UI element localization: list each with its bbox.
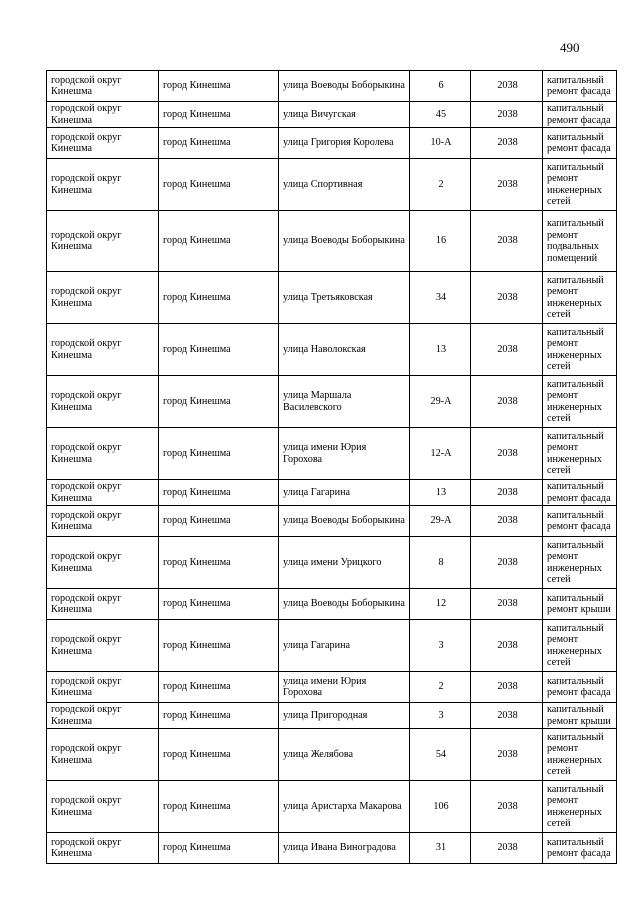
- cell-district: городской округ Кинешма: [47, 128, 159, 159]
- cell-street: улица Гагарина: [279, 480, 410, 506]
- cell-city: город Кинешма: [159, 781, 279, 833]
- cell-year: 2038: [471, 159, 543, 211]
- table-row: [47, 506, 617, 537]
- cell-street: улица Наволокская: [279, 324, 410, 376]
- cell-street: улица имени Урицкого: [279, 537, 410, 589]
- cell-year: 2038: [471, 480, 543, 506]
- cell-district: городской округ Кинешма: [47, 589, 159, 620]
- cell-street: улица Воеводы Боборыкина: [279, 71, 410, 102]
- cell-street: улица Гагарина: [279, 620, 410, 672]
- cell-district: городской округ Кинешма: [47, 211, 159, 272]
- cell-house-number: 45: [410, 102, 471, 128]
- cell-city: город Кинешма: [159, 159, 279, 211]
- cell-district: городской округ Кинешма: [47, 71, 159, 102]
- cell-year: 2038: [471, 729, 543, 781]
- cell-city: город Кинешма: [159, 211, 279, 272]
- cell-work-type: капитальный ремонт инженерных сетей: [543, 781, 617, 833]
- table-row: [47, 729, 617, 781]
- table-row: [47, 480, 617, 506]
- cell-district: городской округ Кинешма: [47, 833, 159, 864]
- cell-year: 2038: [471, 672, 543, 703]
- cell-work-type: капитальный ремонт фасада: [543, 506, 617, 537]
- cell-house-number: 6: [410, 71, 471, 102]
- registry-table-container: [46, 70, 616, 864]
- cell-house-number: 2: [410, 672, 471, 703]
- cell-year: 2038: [471, 703, 543, 729]
- cell-house-number: 13: [410, 480, 471, 506]
- cell-year: 2038: [471, 324, 543, 376]
- cell-house-number: 31: [410, 833, 471, 864]
- cell-district: городской округ Кинешма: [47, 781, 159, 833]
- cell-year: 2038: [471, 128, 543, 159]
- cell-district: городской округ Кинешма: [47, 729, 159, 781]
- cell-district: городской округ Кинешма: [47, 159, 159, 211]
- cell-house-number: 54: [410, 729, 471, 781]
- cell-work-type: капитальный ремонт фасада: [543, 71, 617, 102]
- table-row: [47, 272, 617, 324]
- table-row: [47, 376, 617, 428]
- cell-house-number: 29-А: [410, 376, 471, 428]
- cell-district: городской округ Кинешма: [47, 102, 159, 128]
- cell-work-type: капитальный ремонт инженерных сетей: [543, 428, 617, 480]
- cell-city: город Кинешма: [159, 672, 279, 703]
- cell-district: городской округ Кинешма: [47, 376, 159, 428]
- cell-street: улица Вичугская: [279, 102, 410, 128]
- cell-work-type: капитальный ремонт инженерных сетей: [543, 324, 617, 376]
- cell-street: улица Воеводы Боборыкина: [279, 506, 410, 537]
- cell-street: улица Спортивная: [279, 159, 410, 211]
- cell-year: 2038: [471, 71, 543, 102]
- cell-year: 2038: [471, 506, 543, 537]
- table-row: [47, 589, 617, 620]
- table-row: [47, 71, 617, 102]
- table-body: [47, 71, 617, 864]
- cell-house-number: 10-А: [410, 128, 471, 159]
- cell-year: 2038: [471, 272, 543, 324]
- cell-city: город Кинешма: [159, 128, 279, 159]
- cell-house-number: 2: [410, 159, 471, 211]
- cell-street: улица Ивана Виноградова: [279, 833, 410, 864]
- cell-district: городской округ Кинешма: [47, 620, 159, 672]
- cell-year: 2038: [471, 102, 543, 128]
- cell-work-type: капитальный ремонт инженерных сетей: [543, 537, 617, 589]
- cell-house-number: 3: [410, 620, 471, 672]
- cell-street: улица Маршала Василевского: [279, 376, 410, 428]
- cell-district: городской округ Кинешма: [47, 428, 159, 480]
- cell-year: 2038: [471, 620, 543, 672]
- cell-street: улица Третьяковская: [279, 272, 410, 324]
- table-row: [47, 211, 617, 272]
- cell-house-number: 106: [410, 781, 471, 833]
- cell-work-type: капитальный ремонт инженерных сетей: [543, 272, 617, 324]
- cell-district: городской округ Кинешма: [47, 324, 159, 376]
- table-row: [47, 159, 617, 211]
- cell-street: улица Григория Королева: [279, 128, 410, 159]
- cell-work-type: капитальный ремонт инженерных сетей: [543, 159, 617, 211]
- table-row: [47, 324, 617, 376]
- cell-house-number: 3: [410, 703, 471, 729]
- cell-city: город Кинешма: [159, 506, 279, 537]
- cell-city: город Кинешма: [159, 102, 279, 128]
- cell-year: 2038: [471, 833, 543, 864]
- cell-street: улица Воеводы Боборыкина: [279, 589, 410, 620]
- table-row: [47, 620, 617, 672]
- cell-work-type: капитальный ремонт фасада: [543, 128, 617, 159]
- cell-year: 2038: [471, 589, 543, 620]
- cell-district: городской округ Кинешма: [47, 506, 159, 537]
- cell-work-type: капитальный ремонт крыши: [543, 703, 617, 729]
- cell-district: городской округ Кинешма: [47, 672, 159, 703]
- cell-work-type: капитальный ремонт инженерных сетей: [543, 729, 617, 781]
- cell-house-number: 13: [410, 324, 471, 376]
- cell-city: город Кинешма: [159, 729, 279, 781]
- cell-city: город Кинешма: [159, 620, 279, 672]
- cell-district: городской округ Кинешма: [47, 537, 159, 589]
- table-row: [47, 537, 617, 589]
- cell-district: городской округ Кинешма: [47, 480, 159, 506]
- cell-city: город Кинешма: [159, 537, 279, 589]
- cell-city: город Кинешма: [159, 71, 279, 102]
- cell-work-type: капитальный ремонт инженерных сетей: [543, 376, 617, 428]
- cell-district: городской округ Кинешма: [47, 703, 159, 729]
- cell-house-number: 12: [410, 589, 471, 620]
- cell-year: 2038: [471, 211, 543, 272]
- cell-house-number: 29-А: [410, 506, 471, 537]
- table-row: [47, 102, 617, 128]
- page-number: 490: [560, 40, 580, 55]
- cell-city: город Кинешма: [159, 703, 279, 729]
- cell-work-type: капитальный ремонт фасада: [543, 672, 617, 703]
- cell-year: 2038: [471, 781, 543, 833]
- cell-house-number: 34: [410, 272, 471, 324]
- cell-city: город Кинешма: [159, 428, 279, 480]
- cell-work-type: капитальный ремонт крыши: [543, 589, 617, 620]
- cell-work-type: капитальный ремонт фасада: [543, 833, 617, 864]
- cell-house-number: 16: [410, 211, 471, 272]
- table-row: [47, 781, 617, 833]
- cell-house-number: 8: [410, 537, 471, 589]
- table-row: [47, 833, 617, 864]
- cell-work-type: капитальный ремонт подвальных помещений: [543, 211, 617, 272]
- cell-house-number: 12-А: [410, 428, 471, 480]
- cell-work-type: капитальный ремонт фасада: [543, 480, 617, 506]
- cell-street: улица имени Юрия Горохова: [279, 672, 410, 703]
- table-row: [47, 128, 617, 159]
- registry-table: [46, 70, 617, 864]
- cell-city: город Кинешма: [159, 833, 279, 864]
- cell-year: 2038: [471, 537, 543, 589]
- cell-street: улица Пригородная: [279, 703, 410, 729]
- cell-street: улица Воеводы Боборыкина: [279, 211, 410, 272]
- table-row: [47, 428, 617, 480]
- cell-district: городской округ Кинешма: [47, 272, 159, 324]
- cell-street: улица Желябова: [279, 729, 410, 781]
- cell-city: город Кинешма: [159, 324, 279, 376]
- cell-city: город Кинешма: [159, 272, 279, 324]
- cell-work-type: капитальный ремонт фасада: [543, 102, 617, 128]
- cell-city: город Кинешма: [159, 480, 279, 506]
- table-row: [47, 703, 617, 729]
- cell-year: 2038: [471, 376, 543, 428]
- cell-street: улица имени Юрия Горохова: [279, 428, 410, 480]
- cell-city: город Кинешма: [159, 376, 279, 428]
- table-row: [47, 672, 617, 703]
- cell-year: 2038: [471, 428, 543, 480]
- cell-street: улица Аристарха Макарова: [279, 781, 410, 833]
- cell-work-type: капитальный ремонт инженерных сетей: [543, 620, 617, 672]
- cell-city: город Кинешма: [159, 589, 279, 620]
